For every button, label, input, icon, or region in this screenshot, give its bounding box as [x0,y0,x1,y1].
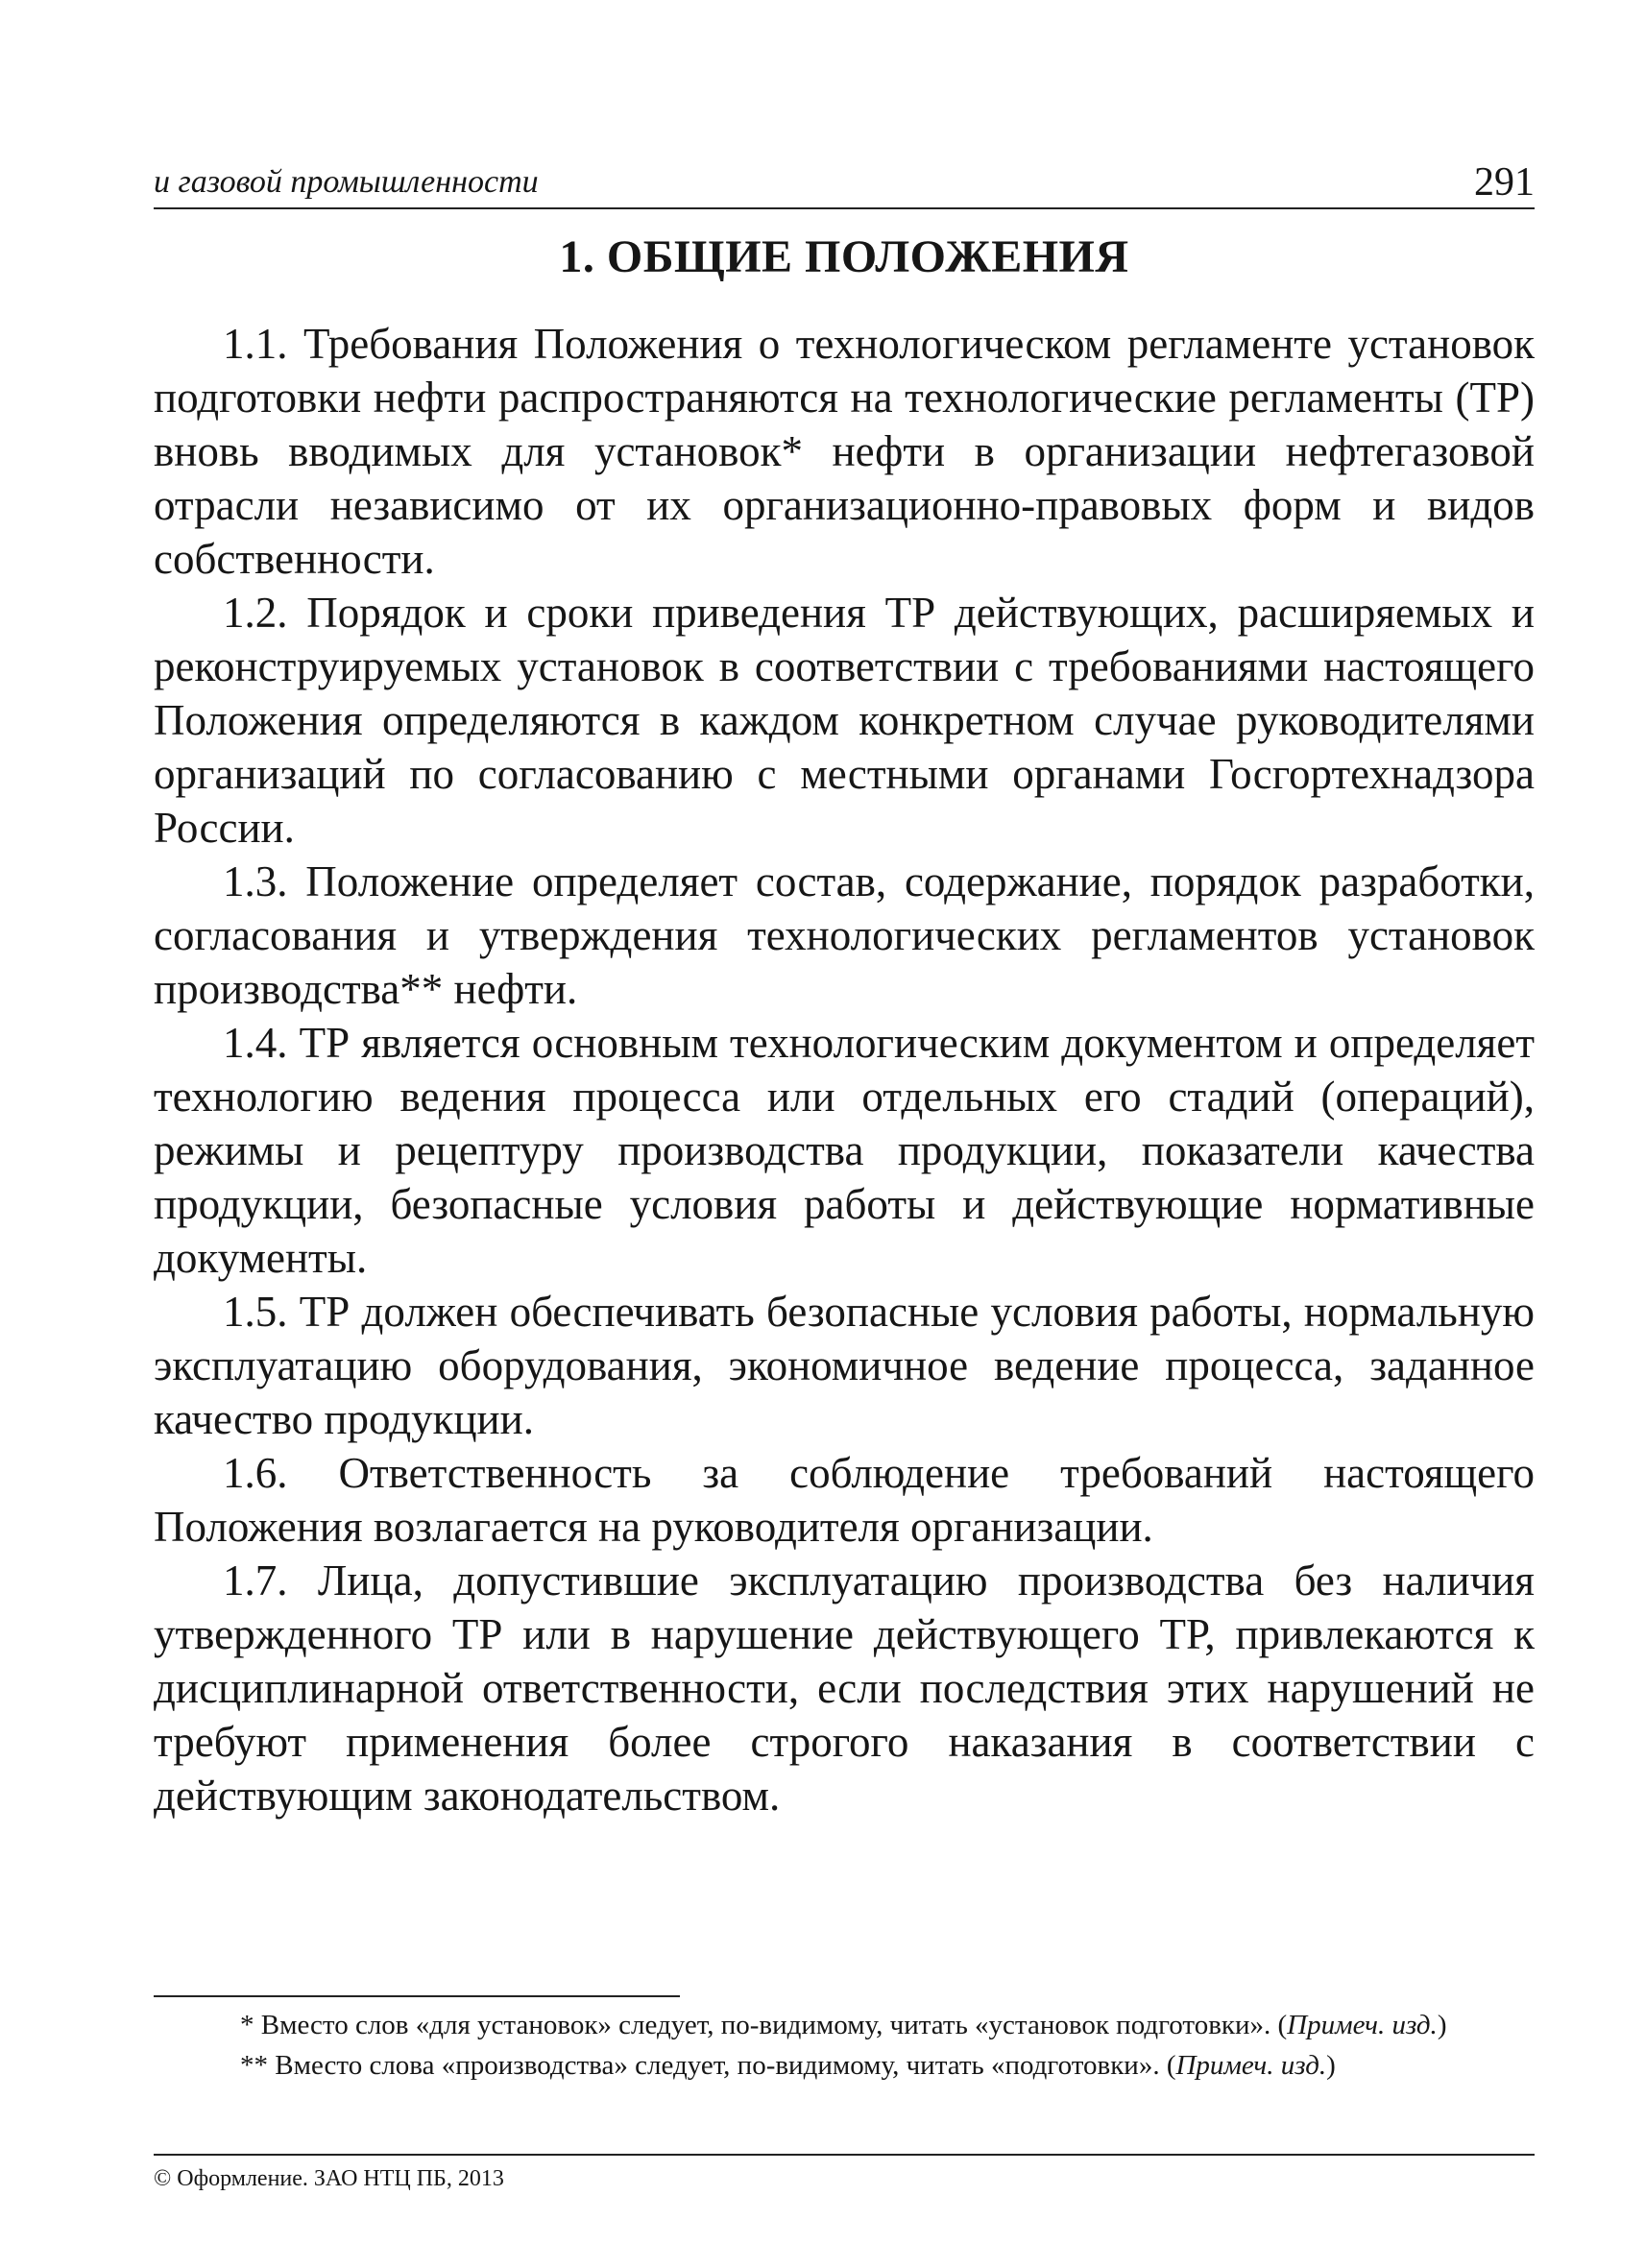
paragraph-1-2: 1.2. Порядок и сроки приведения ТР действующих, расширяемых и реконструируемых установок в соответствии с требованиями настоящего Положения определяются в каждом конкретном случае руководителями организаций по согласованию с местными органами Госгортехнадзора России. [154,589,1535,852]
footnotes [154,2005,1535,2086]
running-header [154,161,1535,209]
paragraph-1-1: 1.1. Требования Положения о технологическом регламенте установок подготовки нефти распространяются на технологические регламенты (ТР) вновь вводимых для установок* нефти в организации нефтегазовой отрасли независимо от их организационно-правовых форм и видов собственности. [154,320,1535,583]
paragraph-1-4: 1.4. ТР является основным технологическим документом и определяет технологию ведения процесса или отдельных его стадий (операций), режимы и рецептуру производства продукции, показатели качества продукции, безопасные условия работы и действующие нормативные документы. [154,1019,1535,1282]
footer-divider [154,2154,1535,2156]
footnote-2-text: ** Вместо слова «производства» следует, по-видимому, читать «подготовки». ( [240,2050,1176,2081]
copyright-notice: © Оформление. ЗАО НТЦ ПБ, 2013 [154,2166,504,2191]
footnote-1-editor-note: Примеч. изд. [1287,2010,1438,2040]
running-title: и газовой промышленности [154,164,539,200]
paragraph-1-7: 1.7. Лица, допустившие эксплуатацию производства без наличия утвержденного ТР или в нарушение действующего ТР, привлекаются к дисциплинарной ответственности, если последствия этих нарушений не требуют применения более строгого наказания в соответствии с действующим законодательством. [154,1556,1535,1820]
footnote-2 [154,2045,1535,2086]
footnote-divider [154,1995,680,1997]
paragraph-1-6: 1.6. Ответственность за соблюдение требований настоящего Положения возлагается на руководителя организации. [154,1449,1535,1551]
paragraph-1-3: 1.3. Положение определяет состав, содержание, порядок разработки, согласования и утверждения технологических регламентов установок производства** нефти. [154,857,1535,1013]
footnote-2-close: ) [1326,2050,1336,2081]
footnote-1-close: ) [1437,2010,1447,2040]
paragraph-1-5: 1.5. ТР должен обеспечивать безопасные условия работы, нормальную эксплуатацию оборудования, экономичное ведение процесса, заданное качество продукции. [154,1288,1535,1443]
section-body [154,317,1535,1822]
footnote-1-text: * Вместо слов «для установок» следует, по-видимому, читать «установок подготовки». ( [240,2010,1288,2040]
section-title: 1. ОБЩИЕ ПОЛОЖЕНИЯ [559,231,1129,282]
footnote-2-editor-note: Примеч. изд. [1175,2050,1327,2081]
page-number: 291 [1474,160,1535,205]
footnote-1 [154,2005,1535,2045]
document-page [154,0,1535,2268]
